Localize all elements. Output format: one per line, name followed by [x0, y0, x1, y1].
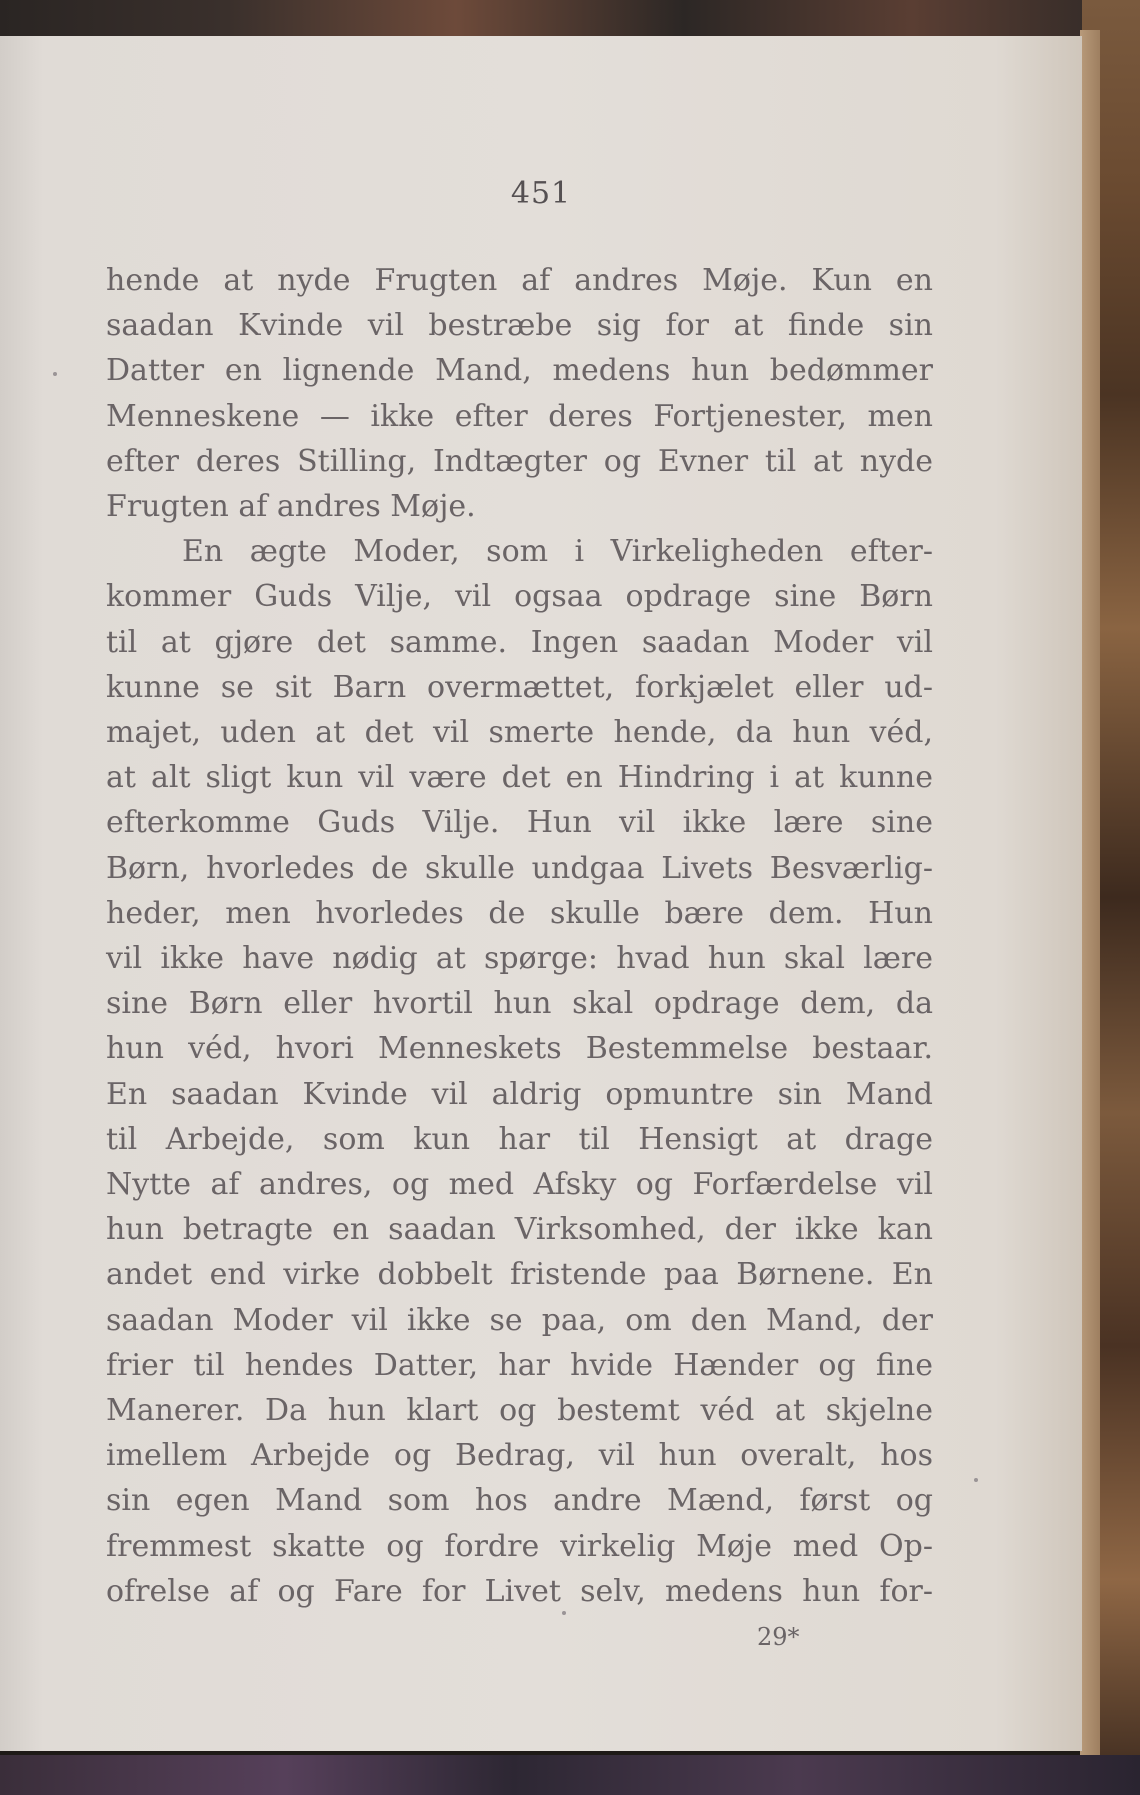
paper-speck: [53, 372, 57, 376]
text-line: imellem Arbejde og Bedrag, vil hun overalt, hos: [106, 1438, 933, 1474]
text-line: hun véd, hvori Menneskets Bestemmelse bestaar.: [106, 1031, 933, 1067]
text-line: efterkomme Guds Vilje. Hun vil ikke lære sine: [106, 805, 933, 841]
text-line: ofrelse af og Fare for Livet selv, medens hun for-: [106, 1573, 933, 1609]
text-line: sine Børn eller hvortil hun skal opdrage dem, da: [106, 986, 933, 1022]
text-line: saadan Kvinde vil bestræbe sig for at finde sin: [106, 308, 933, 344]
text-line: hun betragte en saadan Virksomhed, der ikke kan: [106, 1212, 933, 1248]
text-line: Frugten af andres Møje.: [106, 489, 476, 525]
text-line: majet, uden at det vil smerte hende, da hun véd,: [106, 715, 933, 751]
text-line: Menneskene — ikke efter deres Fortjenester, men: [106, 398, 933, 434]
book-bottom-edge: [0, 1755, 1140, 1795]
text-line: En saadan Kvinde vil aldrig opmuntre sin Mand: [106, 1076, 933, 1112]
text-line: En ægte Moder, som i Virkeligheden efter-: [182, 534, 933, 570]
text-line: sin egen Mand som hos andre Mænd, først og: [106, 1483, 933, 1519]
text-line: frier til hendes Datter, har hvide Hænder og fine: [106, 1347, 933, 1383]
text-line: vil ikke have nødig at spørge: hvad hun skal lære: [106, 941, 933, 977]
text-line: andet end virke dobbelt fristende paa Børnene. En: [106, 1257, 933, 1293]
paper-speck: [562, 1611, 566, 1615]
text-line: saadan Moder vil ikke se paa, om den Mand, der: [106, 1302, 933, 1338]
text-line: at alt sligt kun vil være det en Hindring i at kunne: [106, 760, 933, 796]
text-line: til at gjøre det samme. Ingen saadan Moder vil: [106, 624, 933, 660]
page-body-text: [106, 258, 933, 1614]
page-gutter: [1080, 30, 1100, 1770]
text-line: hende at nyde Frugten af andres Møje. Kun en: [106, 263, 933, 298]
text-line: Nytte af andres, og med Afsky og Forfærdelse vil: [106, 1167, 933, 1203]
text-line: heder, men hvorledes de skulle bære dem. Hun: [106, 895, 933, 931]
text-line: til Arbejde, som kun har til Hensigt at drage: [106, 1121, 933, 1157]
text-line: Børn, hvorledes de skulle undgaa Livets Besværlig-: [106, 850, 933, 886]
book-page: [0, 36, 1082, 1751]
paper-speck: [974, 1478, 978, 1482]
page-number: 451: [510, 176, 572, 211]
signature-mark: 29*: [757, 1623, 800, 1651]
text-line: kunne se sit Barn overmættet, forkjælet eller ud-: [106, 669, 933, 705]
text-line: Datter en lignende Mand, medens hun bedømmer: [106, 353, 933, 389]
text-line: Manerer. Da hun klart og bestemt véd at skjelne: [106, 1393, 933, 1429]
book-top-edge: [0, 0, 1140, 36]
text-line: fremmest skatte og fordre virkelig Møje med Op-: [106, 1528, 933, 1564]
text-line: kommer Guds Vilje, vil ogsaa opdrage sine Børn: [106, 579, 933, 615]
text-line: efter deres Stilling, Indtægter og Evner til at nyde: [106, 443, 933, 479]
